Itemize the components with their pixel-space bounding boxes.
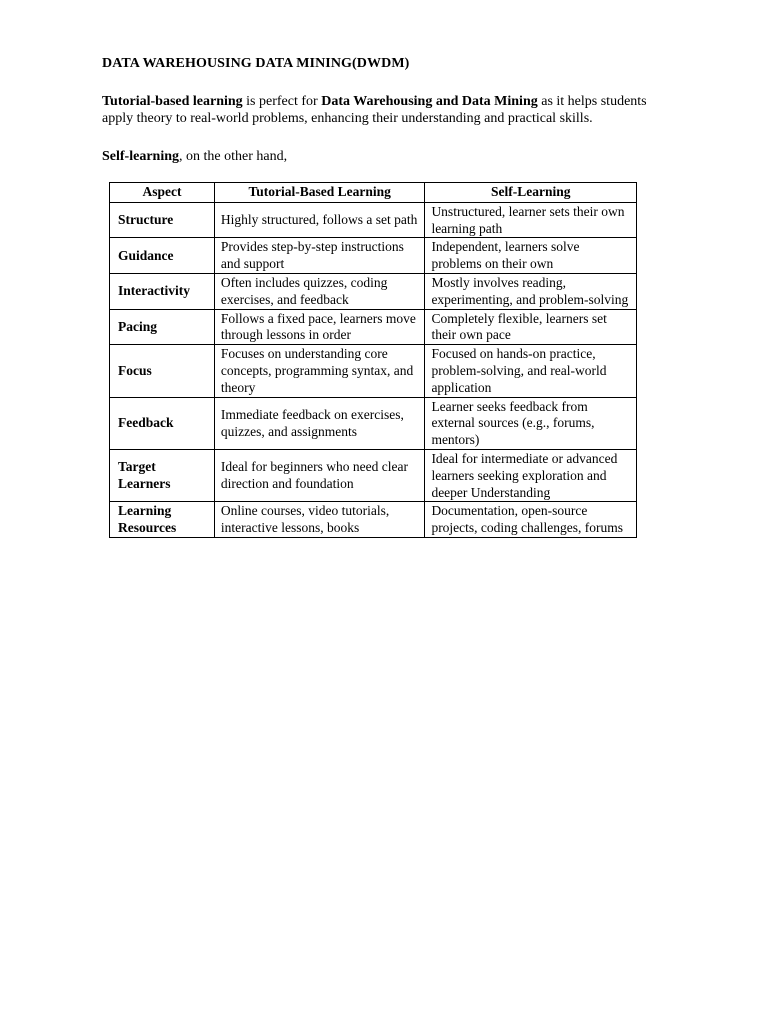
tutorial-cell: Follows a fixed pace, learners move through lessons in order [214,309,425,345]
intro-text-2: as it helps students apply theory to real-world problems, enhancing their understanding and practical skills. [102,94,647,126]
header-aspect: Aspect [110,183,215,203]
table-row [110,202,637,238]
self-cell: Ideal for intermediate or advanced learners seeking exploration and deeper Understanding [425,449,637,501]
aspect-cell: Guidance [110,238,215,274]
self-cell: Learner seeks feedback from external sources (e.g., forums, mentors) [425,397,637,449]
aspect-cell: Target Learners [110,449,215,501]
self-learning-line [102,148,287,165]
aspect-cell: Structure [110,202,215,238]
self-cell: Mostly involves reading, experimenting, and problem-solving [425,273,637,309]
table-row [110,309,637,345]
self-learning-bold: Self-learning [102,149,179,164]
intro-bold-tutorial: Tutorial-based learning [102,94,243,109]
aspect-cell: Focus [110,345,215,397]
self-cell: Focused on hands-on practice, problem-solving, and real-world application [425,345,637,397]
intro-text-1: is perfect for [242,94,322,109]
tutorial-cell: Highly structured, follows a set path [214,202,425,238]
table-row [110,397,637,449]
self-cell: Unstructured, learner sets their own learning path [425,202,637,238]
document-title: DATA WAREHOUSING DATA MINING(DWDM) [102,56,410,71]
header-self: Self-Learning [425,183,637,203]
tutorial-cell: Provides step-by-step instructions and support [214,238,425,274]
intro-bold-dwdm: Data Warehousing and Data Mining [321,94,538,109]
comparison-table [109,182,637,538]
tutorial-cell: Focuses on understanding core concepts, programming syntax, and theory [214,345,425,397]
aspect-cell: Interactivity [110,273,215,309]
tutorial-cell: Immediate feedback on exercises, quizzes, and assignments [214,397,425,449]
aspect-cell: Pacing [110,309,215,345]
table-header-row [110,183,637,203]
table-row [110,273,637,309]
table-row [110,502,637,538]
self-cell: Completely flexible, learners set their own pace [425,309,637,345]
tutorial-cell: Online courses, video tutorials, interactive lessons, books [214,502,425,538]
table-row [110,238,637,274]
header-tutorial: Tutorial-Based Learning [214,183,425,203]
self-cell: Independent, learners solve problems on their own [425,238,637,274]
intro-paragraph [102,93,672,127]
aspect-cell: Feedback [110,397,215,449]
self-cell: Documentation, open-source projects, coding challenges, forums [425,502,637,538]
table-row [110,345,637,397]
aspect-cell: Learning Resources [110,502,215,538]
tutorial-cell: Ideal for beginners who need clear direction and foundation [214,449,425,501]
table-row [110,449,637,501]
tutorial-cell: Often includes quizzes, coding exercises, and feedback [214,273,425,309]
self-learning-text: , on the other hand, [179,149,288,164]
